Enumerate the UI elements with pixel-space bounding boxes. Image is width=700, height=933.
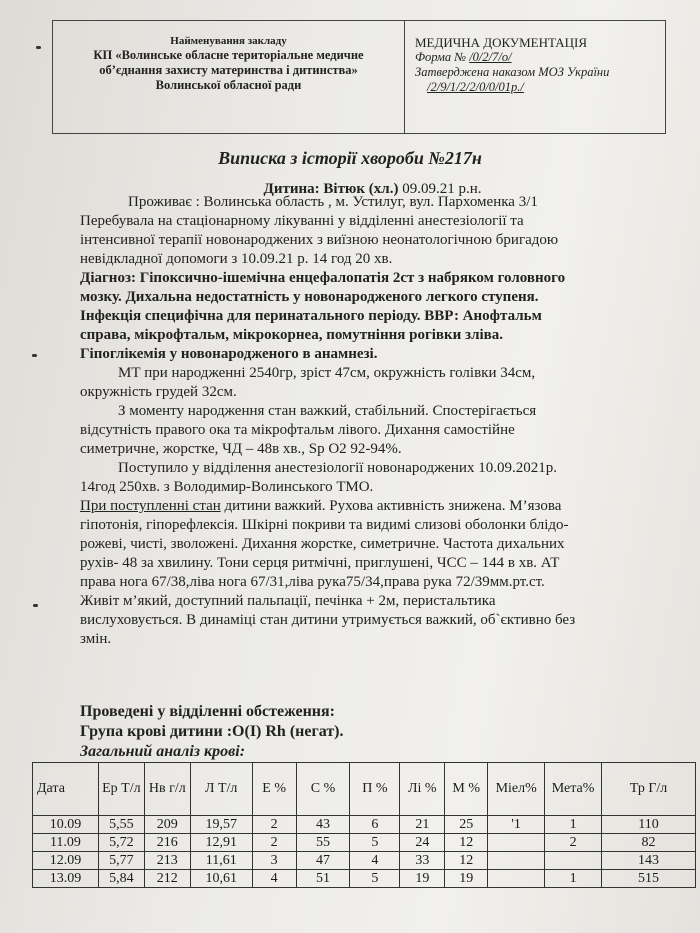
table-cell: 5,84: [98, 870, 144, 888]
table-cell: 10.09: [33, 816, 99, 834]
diagnosis-text: Гіпоксично-ішемічна енцефалопатія 2ст з набряком головного: [139, 270, 566, 286]
table-cell: 25: [445, 816, 488, 834]
header-box: [52, 20, 666, 134]
table-cell: 33: [400, 852, 445, 870]
table-cell: 82: [602, 834, 696, 852]
table-row: [33, 816, 696, 834]
column-header: Ер Т/л: [98, 763, 144, 816]
table-header-row: [33, 763, 696, 816]
text-line: відсутність правого ока та мікрофтальм лівого. Дихання самостійне: [80, 422, 515, 438]
column-header: Лі %: [400, 763, 445, 816]
table-cell: 5,77: [98, 852, 144, 870]
table-cell: [488, 870, 545, 888]
text-line: Поступило у відділення анестезіології новонароджених 10.09.2021р.: [118, 460, 557, 476]
text-line: змін.: [80, 631, 112, 647]
table-cell: [545, 852, 602, 870]
table-cell: 51: [296, 870, 350, 888]
table-cell: [488, 834, 545, 852]
approved-line: Затверджена наказом МОЗ України: [415, 65, 610, 79]
text-line: рухів- 48 за хвилину. Тони серця ритмічні, приглушені, ЧСС – 144 в хв. АТ: [80, 555, 560, 571]
table-cell: 43: [296, 816, 350, 834]
institution-block: [53, 21, 405, 133]
margin-mark: [33, 604, 38, 607]
margin-mark: [36, 46, 41, 49]
table-cell: 19: [445, 870, 488, 888]
form-label: Форма №: [415, 50, 467, 64]
cbc-heading: Загальний аналіз крові:: [80, 743, 246, 760]
column-header: Л Т/л: [190, 763, 252, 816]
table-cell: 5,72: [98, 834, 144, 852]
form-block: [405, 21, 665, 133]
form-number: /0/2/7/о/: [469, 50, 512, 64]
document-title: Виписка з історії хвороби №217н: [218, 148, 482, 168]
column-header: Тр Г/л: [602, 763, 696, 816]
table-row: [33, 870, 696, 888]
text-line: права нога 67/38,ліва нога 67/31,ліва рука75/34,права рука 72/39мм.рт.ст.: [80, 574, 545, 590]
text-line: рожеві, чисті, зволожені. Дихання жорстке, симетричне. Частота дихальних: [80, 536, 565, 552]
text-line: окружність грудей 32см.: [80, 384, 237, 400]
text-line: Живіт м’який, доступний пальпації, печінка + 2м, перистальтика: [80, 593, 496, 609]
text-line: інтенсивної терапії новонароджених з виїзною неонатологічною бригадою: [80, 232, 559, 248]
table-cell: 5: [350, 870, 400, 888]
diagnosis-line: мозку. Дихальна недостатність у новонародженого легкого ступеня.: [80, 289, 539, 305]
column-header: Е %: [252, 763, 296, 816]
table-cell: 2: [252, 834, 296, 852]
diagnosis-line: Гіпоглікемія у новонародженого в анамнезі.: [80, 346, 378, 362]
table-cell: 10,61: [190, 870, 252, 888]
table-cell: 12: [445, 834, 488, 852]
column-header: Дата: [33, 763, 99, 816]
institution-name: КП «Волинське обласне територіальне медичне об’єднання захисту материнства і дитинства» Волинської обласної ради: [93, 48, 364, 92]
table-cell: 12,91: [190, 834, 252, 852]
table-cell: 4: [350, 852, 400, 870]
table-row: [33, 852, 696, 870]
table-cell: 1: [545, 816, 602, 834]
table-cell: 11.09: [33, 834, 99, 852]
column-header: М %: [445, 763, 488, 816]
history-body: [80, 193, 665, 649]
table-cell: 24: [400, 834, 445, 852]
table-cell: 47: [296, 852, 350, 870]
table-row: [33, 834, 696, 852]
table-cell: 11,61: [190, 852, 252, 870]
text-line: 14год 250хв. з Володимир-Волинського ТМО.: [80, 479, 374, 495]
table-cell: 19,57: [190, 816, 252, 834]
patient-name: Вітюк (хл.): [323, 181, 399, 197]
table-cell: 213: [144, 852, 190, 870]
table-cell: 2: [545, 834, 602, 852]
exams-heading: Проведені у відділенні обстеження:: [80, 703, 335, 720]
table-cell: 515: [602, 870, 696, 888]
admission-text: дитини важкий. Рухова активність знижена. М’язова: [220, 498, 562, 514]
text-line: З моменту народження стан важкий, стабільний. Спостерігається: [118, 403, 537, 419]
table-body: [33, 816, 696, 888]
table-cell: 19: [400, 870, 445, 888]
table-cell: 143: [602, 852, 696, 870]
table-cell: 21: [400, 816, 445, 834]
text-line: гіпотонія, гіпорефлексія. Шкірні покриви та видимі слизові оболонки блідо-: [80, 517, 569, 533]
table-cell: 12.09: [33, 852, 99, 870]
margin-mark: [32, 354, 37, 357]
table-cell: 209: [144, 816, 190, 834]
table-cell: 4: [252, 870, 296, 888]
diagnosis-line: Інфекція специфічна для перинатального періоду. ВВР: Анофтальм: [80, 308, 542, 324]
diagnosis-line: [80, 269, 665, 288]
table-cell: 2: [252, 816, 296, 834]
table-cell: '1: [488, 816, 545, 834]
table-cell: 13.09: [33, 870, 99, 888]
table-cell: 6: [350, 816, 400, 834]
blood-group-line: Група крові дитини :О(І) Rh (негат).: [80, 723, 344, 740]
institution-caption: Найменування закладу: [170, 35, 287, 47]
text-line: МТ при народженні 2540гр, зріст 47см, окружність голівки 34см,: [118, 365, 536, 381]
text-line: симетричне, жорстке, ЧД – 48в хв., Sp O2 92-94%.: [80, 441, 402, 457]
table-cell: 1: [545, 870, 602, 888]
table-cell: 55: [296, 834, 350, 852]
column-header: Міел%: [488, 763, 545, 816]
column-header: Мета%: [545, 763, 602, 816]
table-cell: 216: [144, 834, 190, 852]
table-cell: 3: [252, 852, 296, 870]
table-cell: 5: [350, 834, 400, 852]
text-line: Перебувала на стаціонарному лікуванні у відділенні анестезіології та: [80, 213, 524, 229]
form-title: МЕДИЧНА ДОКУМЕНТАЦІЯ: [415, 35, 588, 50]
diagnosis-label: Діагноз:: [80, 270, 136, 286]
table-cell: [488, 852, 545, 870]
column-header: П %: [350, 763, 400, 816]
text-line: Проживає : Волинська область , м. Устилуг, вул. Пархоменка 3/1: [128, 194, 538, 210]
form-number-line: [415, 50, 665, 65]
table-cell: 110: [602, 816, 696, 834]
patient-dob: 09.09.21 р.н.: [402, 181, 482, 197]
admission-label: При поступленні стан: [80, 498, 221, 514]
text-line: невідкладної допомоги з 10.09.21 р. 14 год 20 хв.: [80, 251, 393, 267]
diagnosis-line: справа, мікрофтальм, мікрокорнеа, помутніння рогівки зліва.: [80, 327, 504, 343]
column-header: Нв г/л: [144, 763, 190, 816]
patient-label: Дитина:: [263, 181, 320, 197]
table-cell: 5,55: [98, 816, 144, 834]
blood-test-table: [32, 762, 696, 888]
column-header: С %: [296, 763, 350, 816]
admission-line: [80, 497, 665, 516]
approved-number: /2/9/1/2/2/0/0/01р./: [427, 80, 524, 94]
table-cell: 212: [144, 870, 190, 888]
table-cell: 12: [445, 852, 488, 870]
text-line: вислуховується. В динаміці стан дитини утримується важкий, об`єктивно без: [80, 612, 576, 628]
